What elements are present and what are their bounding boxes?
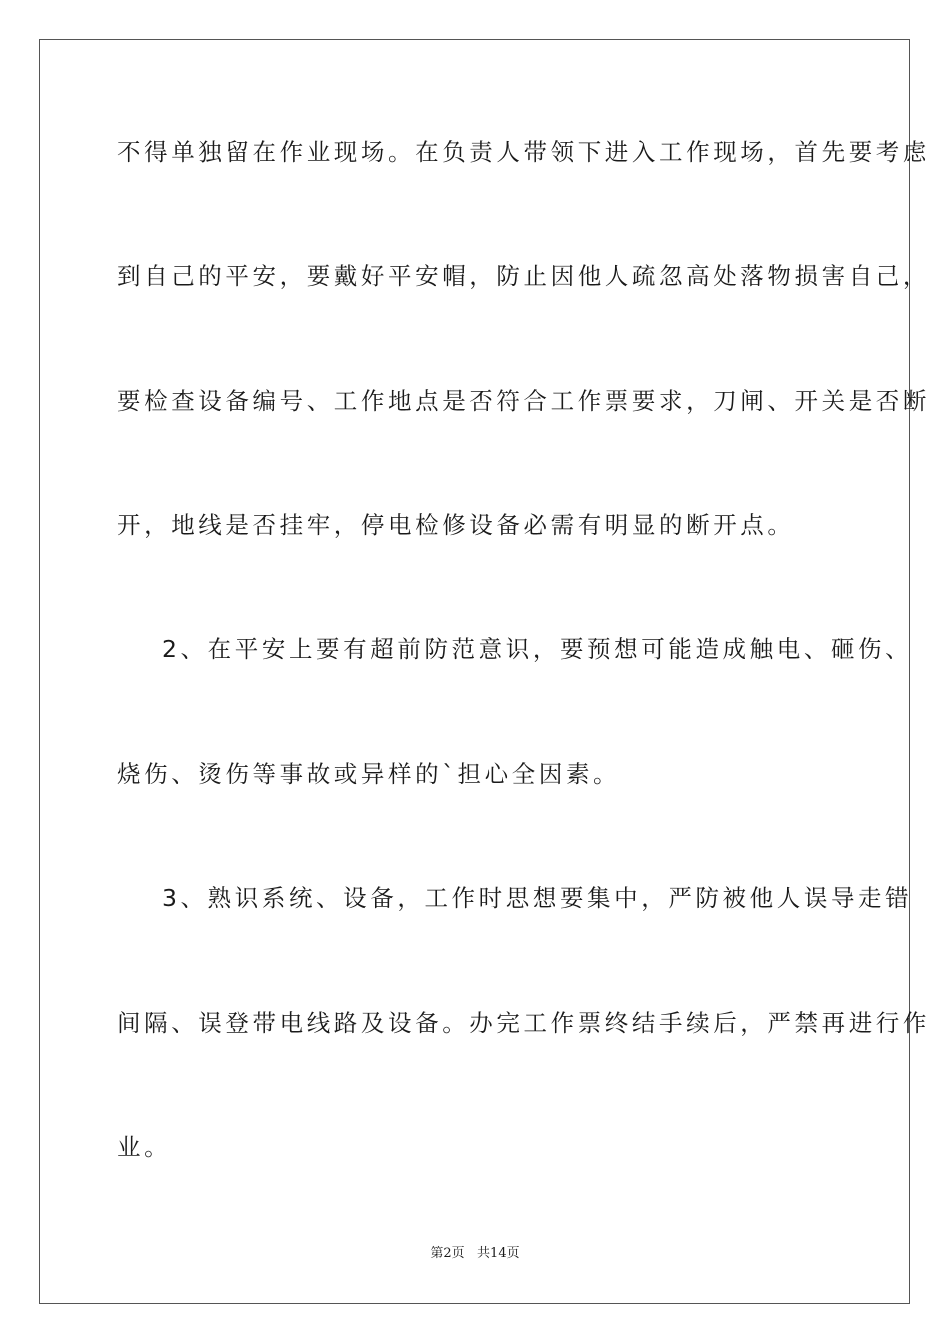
- paragraph-line-1: 不得单独留在作业现场。在负责人带领下进入工作现场，首先要考虑: [117, 138, 930, 166]
- paragraph-line-7: 3、熟识系统、设备，工作时思想要集中，严防被他人误导走错: [162, 884, 913, 912]
- paragraph-line-4: 开，地线是否挂牢，停电检修设备必需有明显的断开点。: [117, 511, 795, 539]
- page-border: [39, 39, 913, 1304]
- paragraph-line-9: 业。: [117, 1133, 172, 1161]
- paragraph-line-8: 间隔、误登带电线路及设备。办完工作票终结手续后，严禁再进行作: [117, 1009, 930, 1037]
- page-number-footer: 第2页 共14页: [430, 1246, 520, 1261]
- paragraph-line-2: 到自己的平安，要戴好平安帽，防止因他人疏忽高处落物损害自己，: [117, 262, 930, 290]
- paragraph-line-3: 要检查设备编号、工作地点是否符合工作票要求，刀闸、开关是否断: [117, 387, 930, 415]
- paragraph-line-5: 2、在平安上要有超前防范意识，要预想可能造成触电、砸伤、: [162, 635, 913, 663]
- paragraph-line-6: 烧伤、烫伤等事故或异样的`担心全因素。: [117, 760, 621, 788]
